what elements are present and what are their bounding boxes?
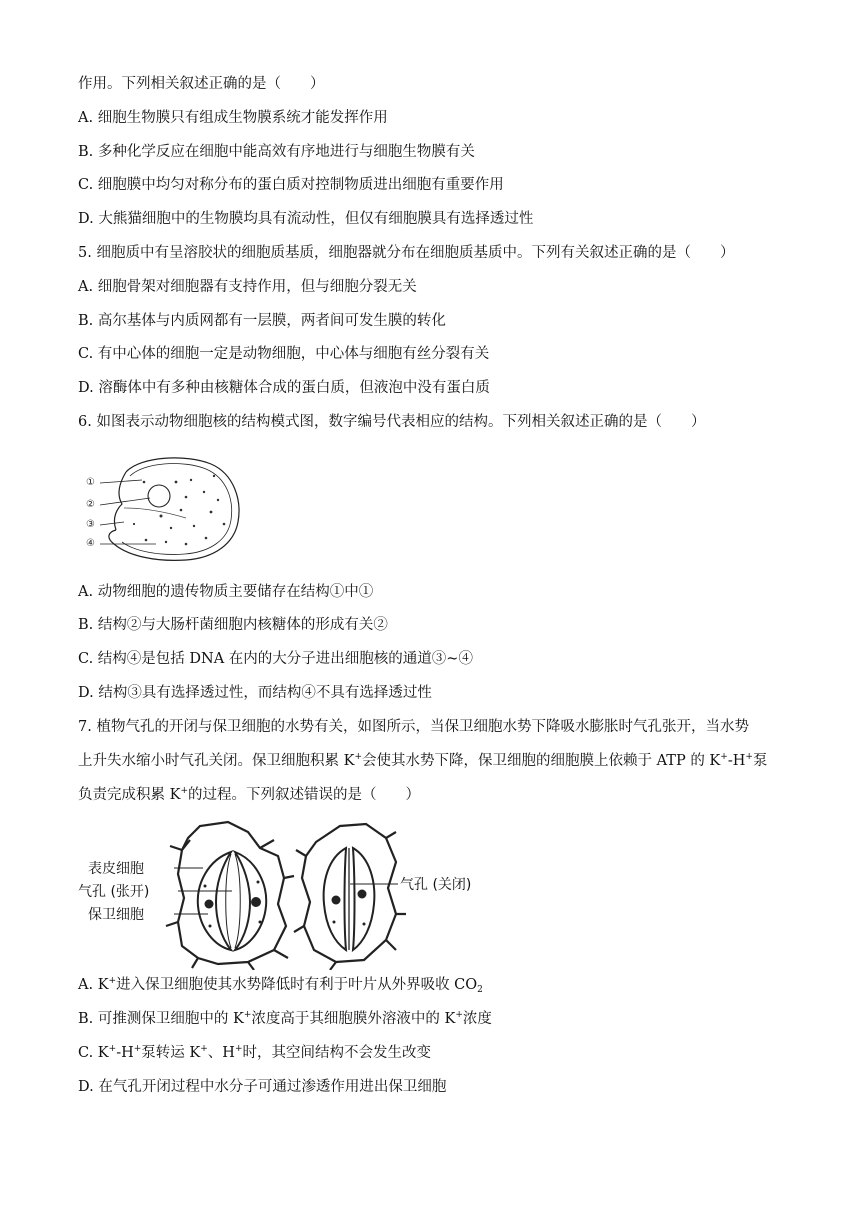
q6-option-a[interactable]: A. 动物细胞的遗传物质主要储存在结构①中①	[78, 584, 374, 600]
nucleus-label-2: ②	[86, 499, 95, 510]
label-stoma-closed: 气孔 (关闭)	[400, 877, 472, 893]
stomata-diagram	[78, 818, 498, 970]
q7-option-d[interactable]: D. 在气孔开闭过程中水分子可通过渗透作用进出保卫细胞	[78, 1079, 447, 1095]
q5-option-c[interactable]: C. 有中心体的细胞一定是动物细胞，中心体与细胞有丝分裂有关	[78, 346, 490, 362]
nucleus-diagram-svg	[86, 452, 246, 562]
q6-stem: 6. 如图表示动物细胞核的结构模式图，数字编号代表相应的结构。下列相关叙述正确的是（ ）	[78, 414, 706, 430]
label-guard-cell: 保卫细胞	[88, 907, 144, 923]
q5-option-d[interactable]: D. 溶酶体中有多种由核糖体合成的蛋白质，但液泡中没有蛋白质	[78, 380, 490, 396]
q4-option-d[interactable]: D. 大熊猫细胞中的生物膜均具有流动性，但仅有细胞膜具有选择透过性	[78, 211, 534, 227]
q5-option-a[interactable]: A. 细胞骨架对细胞器有支持作用，但与细胞分裂无关	[78, 279, 417, 295]
q6-option-c[interactable]: C. 结构④是包括 DNA 在内的大分子进出细胞核的通道③~④	[78, 651, 473, 667]
q7-option-b[interactable]: B. 可推测保卫细胞中的 K+浓度高于其细胞膜外溶液中的 K+浓度	[78, 1010, 492, 1027]
nucleus-label-4: ④	[86, 538, 95, 549]
q4-option-c[interactable]: C. 细胞膜中均匀对称分布的蛋白质对控制物质进出细胞有重要作用	[78, 177, 504, 193]
q4-option-a[interactable]: A. 细胞生物膜只有组成生物膜系统才能发挥作用	[78, 110, 388, 126]
q7-option-a[interactable]: A. K+进入保卫细胞使其水势降低时有利于叶片从外界吸收 $CO_2$	[78, 976, 483, 995]
q4-stem-tail: 作用。下列相关叙述正确的是（ ）	[78, 76, 325, 92]
q6-option-d[interactable]: D. 结构③具有选择透过性，而结构④不具有选择透过性	[78, 685, 432, 701]
nucleus-label-1: ①	[86, 477, 95, 488]
nucleus-diagram	[86, 452, 246, 562]
q7-option-c[interactable]: C. K+-H+泵转运 K+、H+时，其空间结构不会发生改变	[78, 1044, 431, 1061]
label-epidermal-cell: 表皮细胞	[88, 861, 144, 877]
q5-option-b[interactable]: B. 高尔基体与内质网都有一层膜，两者间可发生膜的转化	[78, 313, 446, 329]
label-stoma-open: 气孔 (张开)	[78, 884, 150, 900]
q4-option-b[interactable]: B. 多种化学反应在细胞中能高效有序地进行与细胞生物膜有关	[78, 144, 475, 160]
q7-stem-line3: 负责完成积累 K+的过程。下列叙述错误的是（ ）	[78, 786, 420, 803]
q6-option-b[interactable]: B. 结构②与大肠杆菌细胞内核糖体的形成有关②	[78, 617, 388, 633]
q5-stem: 5. 细胞质中有呈溶胶状的细胞质基质，细胞器就分布在细胞质基质中。下列有关叙述正确的是（ ）	[78, 245, 735, 261]
q7-stem-line1: 7. 植物气孔的开闭与保卫细胞的水势有关，如图所示，当保卫细胞水势下降吸水膨胀时气孔张开，当水势	[78, 719, 749, 735]
nucleus-label-3: ③	[86, 519, 95, 530]
q7-stem-line2: 上升失水缩小时气孔关闭。保卫细胞积累 K+会使其水势下降，保卫细胞的细胞膜上依赖于 ATP 的 K+-H+泵	[78, 752, 768, 769]
